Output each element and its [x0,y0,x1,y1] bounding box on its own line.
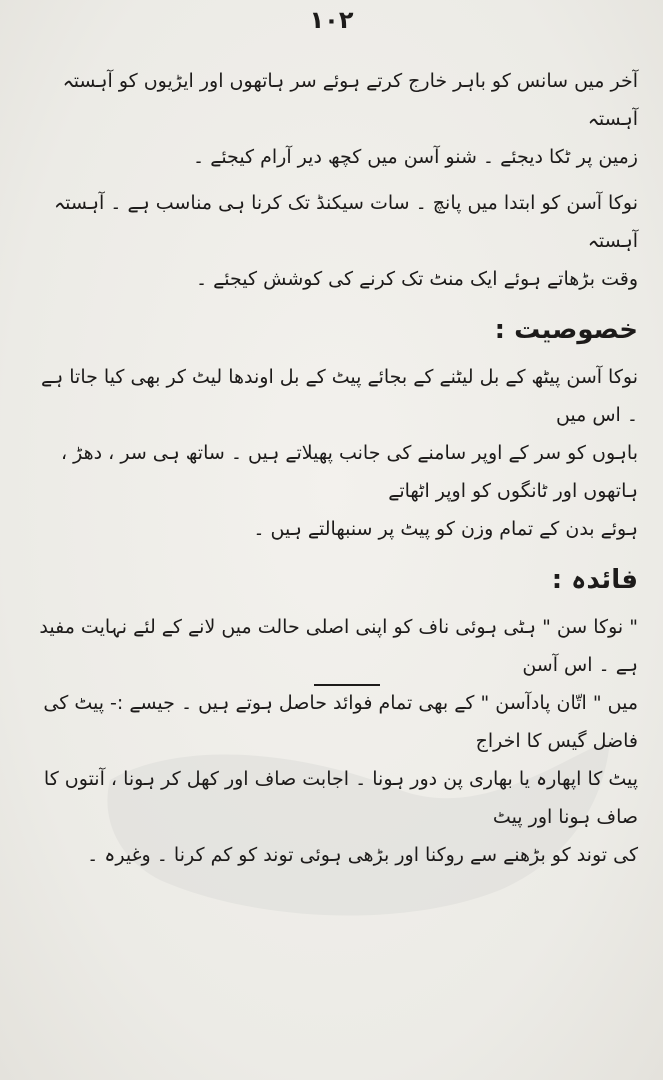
text-line: آخر میں سانس کو باہر خارج کرتے ہوئے سر ہاتھوں اور ایڑیوں کو آہستہ آہستہ [62,70,638,130]
page-content [28,62,638,874]
heading-feature: خصوصیت : [494,315,638,345]
text-line: زمین پر ٹکا دیجئے ۔ شنو آسن میں کچھ دیر آرام کیجئے ۔ [193,146,638,168]
paragraph-rest-instruction [28,62,638,176]
text-line: باہوں کو سر کے اوپر سامنے کی جانب پھیلاتے ہیں ۔ ساتھ ہی سر ، دھڑ ، ہاتھوں اور ٹانگوں کو اوپر اٹھاتے [61,442,638,502]
text-line: کی توند کو بڑھنے سے روکنا اور بڑھی ہوئی توند کو کم کرنا ۔ وغیرہ ۔ [87,844,638,866]
paragraph-benefit [28,608,638,874]
section-divider [314,684,380,686]
text-line: وقت بڑھاتے ہوئے ایک منٹ تک کرنے کی کوشش کیجئے ۔ [196,268,638,290]
text-line: ہوئے بدن کے تمام وزن کو پیٹ پر سنبھالتے ہیں ۔ [253,518,638,540]
paragraph-feature [28,358,638,548]
heading-benefit: فائدہ : [551,565,638,595]
text-line: پیٹ کا اپھارہ یا بھاری پن دور ہونا ۔ اجابت صاف اور کھل کر ہونا ، آنتوں کا صاف ہونا اور پیٹ [43,768,638,828]
paragraph-duration [28,184,638,298]
text-line: نوکا آسن پیٹھ کے بل لیٹنے کے بجائے پیٹ کے بل اوندھا لیٹ کر بھی کیا جاتا ہے ۔ اس میں [40,366,638,426]
text-line: نوکا آسن کو ابتدا میں پانچ ۔ سات سیکنڈ تک کرنا ہی مناسب ہے ۔ آہستہ آہستہ [54,192,638,252]
page-number: ۱۰۲ [309,6,354,34]
text-line: " نوکا سن " ہٹی ہوئی ناف کو اپنی اصلی حالت میں لانے کے لئے نہایت مفید ہے ۔ اس آسن [39,616,638,676]
text-line: میں " اتّان پادآسن " کے بھی تمام فوائد حاصل ہوتے ہیں ۔ جیسے :- پیٹ کی فاضل گیس کا اخراج [43,692,638,752]
